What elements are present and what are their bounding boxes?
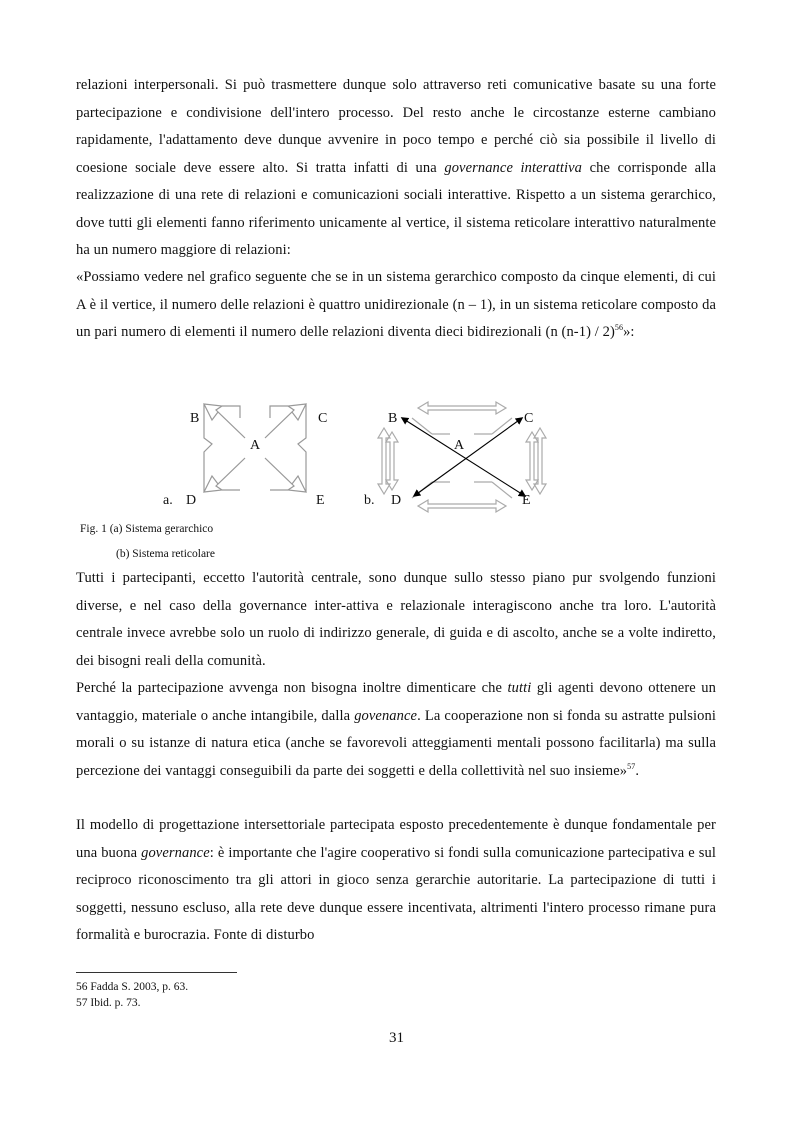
page-number: 31	[389, 1030, 404, 1046]
hollow-arrow-outer-right	[534, 428, 546, 494]
footnote-separator	[76, 972, 237, 973]
text-run: relazioni interpersonali. Si può trasmettere dunque solo attraverso reti comunicative basate su una forte partecipazione e condivisione dell'intero processo. Del resto anche le circostanze esterne cambiano rapidamente, l'adattamento deve dunque avvenire in poco tempo e perché ciò sia possibile il livello di coesione sociale deve essere alto. Si tratta infatti di una	[76, 77, 716, 176]
paragraph-2	[76, 264, 716, 347]
text-run: «Possiamo vedere nel grafico seguente che se in un sistema gerarchico composto da cinque elementi, di cui A è il vertice, il numero delle relazioni è quattro unidirezionale (n – 1), in un sistema reticolare composto da un pari numero di elementi il numero delle relazioni diventa dieci bidirezionali (n (n-1) / 2)	[76, 269, 716, 340]
italic-term: governance interattiva	[444, 159, 583, 176]
footnote-56	[76, 980, 188, 995]
text-run: Perché la partecipazione avvenga non bisogna inoltre dimenticare che	[76, 680, 508, 696]
footnote-ref: 57	[627, 761, 636, 771]
italic-term: govenance	[354, 707, 418, 724]
panel-b-node-b: B	[388, 411, 398, 426]
paragraph-5	[76, 812, 716, 950]
arrow-a-to-b	[204, 404, 245, 438]
arrow-a-to-e	[265, 458, 306, 492]
panel-b-node-a: A	[454, 438, 465, 453]
panel-a-marker: a.	[163, 493, 173, 508]
arrow-a-to-d	[204, 458, 245, 492]
footnote-57	[76, 996, 141, 1011]
italic-term: governance	[141, 844, 210, 861]
panel-a-node-b: B	[190, 411, 200, 426]
text-run: che corrisponde alla realizzazione di una rete di relazioni e comunicazioni sociali interattive. Rispetto a un sistema gerarchico, dove tutti gli elementi fanno riferimento unicamente al vertice, il sistema reticolare interattivo naturalmente ha un numero maggiore di relazioni:	[76, 159, 716, 258]
panel-b-diagonals	[402, 418, 525, 496]
hollow-arrow-b-c	[418, 402, 506, 414]
hollow-arrow-b-d	[386, 432, 398, 490]
panel-b-node-e: E	[522, 493, 531, 508]
text-run: gli agenti devono ottenere un vantaggio, materiale o anche intangibile, dalla	[76, 680, 716, 724]
italic-term: tutti	[507, 680, 532, 696]
text-run: .	[635, 762, 640, 779]
panel-a-node-a: A	[250, 438, 261, 453]
panel-b-marker: b.	[364, 493, 375, 508]
panel-a-node-d: D	[186, 493, 197, 508]
panel-a-node-c: C	[318, 411, 328, 426]
text-run: : è importante che l'agire cooperativo si fondi sulla comunicazione partecipativa e sul reciproco riconoscimento tra gli attori in gioco senza gerarchie autoritarie. La partecipazione di tutti i soggetti, nessuno escluso, alla rete deve dunque essere incentivata, altrimenti l'intero processo rimane pura formalità e burocrazia. Fonte di disturbo	[76, 844, 716, 943]
panel-a-node-e: E	[316, 493, 325, 508]
footnote-ref: 56	[614, 323, 624, 333]
text-run: Tutti i partecipanti, eccetto l'autorità centrale, sono dunque sullo stesso piano pur svolgendo funzioni diverse, e nel caso della governance inter-attiva e relazionale interagiscono anche tra loro. L'autorità centrale invece avrebbe solo un ruolo di indirizzo generale, di guida e di ascolto, anche se a volte indiretto, dei bisogni reali della comunità.	[76, 570, 716, 669]
footnote-number: 56	[76, 981, 88, 993]
figure-caption-b: (b) Sistema reticolare	[116, 548, 215, 560]
footnote-number: 57	[76, 997, 88, 1009]
hollow-arrow-outer-left	[378, 428, 390, 494]
figure-diagram	[160, 398, 560, 518]
footnote-text: Ibid. p. 73.	[90, 997, 141, 1009]
arrow-a-to-c	[265, 404, 306, 438]
figure-caption-a: Fig. 1 (a) Sistema gerarchico	[80, 523, 214, 535]
panel-b-node-d: D	[391, 493, 402, 508]
footnote-text: Fadda S. 2003, p. 63.	[90, 981, 189, 993]
text-run: »:	[623, 324, 635, 340]
panel-b-node-c: C	[524, 411, 534, 426]
paragraph-4	[76, 675, 716, 785]
text-run: Il modello di progettazione intersettoriale partecipata esposto precedentemente è dunque fondamentale per una buona	[76, 817, 716, 861]
paragraph-1	[76, 72, 716, 265]
paragraph-3	[76, 565, 716, 675]
network-figure	[160, 398, 560, 518]
text-run: . La cooperazione non si fonda su astratte pulsioni morali o su istanze di natura etica (anche se favorevoli atteggiamenti mentali possono facilitarla) ma sulla percezione dei vantaggi conseguibili da parte dei soggetti e della collettività nel suo insieme»	[76, 707, 716, 779]
hollow-arrow-d-e	[418, 500, 506, 512]
hollow-arrow-c-e	[526, 432, 538, 490]
